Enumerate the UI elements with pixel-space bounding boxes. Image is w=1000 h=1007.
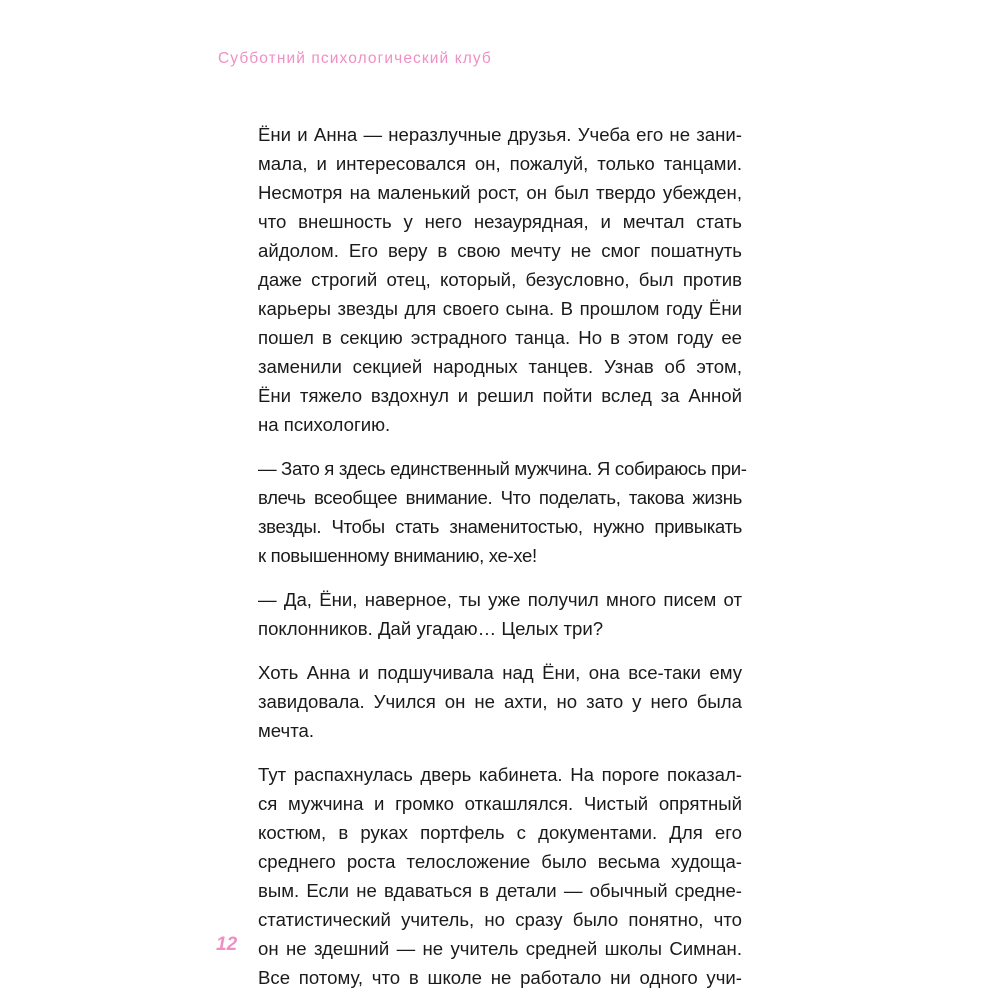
text-line: Все потому, что в школе не работало ни одного учи- [258, 967, 742, 988]
text-line: к повышенному вниманию, хе-хе! [258, 545, 537, 566]
paragraph-1 [258, 120, 742, 439]
text-line: карьеры звезды для своего сына. В прошлом году Ёни [258, 298, 742, 319]
running-head: Субботний психологический клуб [218, 50, 492, 67]
paragraph-3 [258, 585, 742, 643]
text-line: он не здешний — не учитель средней школы Симнан. [258, 938, 742, 959]
text-line: пошел в секцию эстрадного танца. Но в этом году ее [258, 327, 742, 348]
text-line: мечта. [258, 720, 315, 741]
text-line: айдолом. Его веру в свою мечту не смог пошатнуть [258, 240, 742, 261]
paragraph-5 [258, 760, 742, 992]
text-line: звезды. Чтобы стать знаменитостью, нужно привыкать [258, 516, 742, 537]
text-line: — Да, Ёни, наверное, ты уже получил много писем от [258, 589, 742, 610]
text-line: статистический учитель, но сразу было понятно, что [258, 909, 742, 930]
text-line: заменили секцией народных танцев. Узнав об этом, [258, 356, 742, 377]
text-line: — Зато я здесь единственный мужчина. Я собираюсь при- [258, 458, 747, 479]
text-line: поклонников. Дай угадаю… Целых три? [258, 618, 604, 639]
text-line: мала, и интересовался он, пожалуй, только танцами. [258, 153, 742, 174]
text-line: даже строгий отец, который, безусловно, был против [258, 269, 742, 290]
text-line: влечь всеобщее внимание. Что поделать, такова жизнь [258, 487, 742, 508]
text-line: Ёни и Анна — неразлучные друзья. Учеба его не зани- [258, 124, 742, 145]
page-number: 12 [216, 934, 238, 955]
text-line: на психологию. [258, 414, 391, 435]
body-text [258, 120, 747, 1007]
text-line: завидовала. Учился он не ахти, но зато у него была [258, 691, 742, 712]
paragraph-2 [258, 454, 747, 570]
text-line: вым. Если не вдаваться в детали — обычный средне- [258, 880, 742, 901]
text-line: ся мужчина и громко откашлялся. Чистый опрятный [258, 793, 742, 814]
text-line: Ёни тяжело вздохнул и решил пойти вслед за Анной [258, 385, 742, 406]
text-line: костюм, в руках портфель с документами. Для его [258, 822, 742, 843]
text-line: Хоть Анна и подшучивала над Ёни, она все-таки ему [258, 662, 742, 683]
paragraph-4 [258, 658, 742, 745]
text-line: Тут распахнулась дверь кабинета. На пороге показал- [258, 764, 742, 785]
text-line: Несмотря на маленький рост, он был твердо убежден, [258, 182, 742, 203]
text-line: что внешность у него незаурядная, и мечтал стать [258, 211, 742, 232]
text-line: среднего роста телосложение было весьма худоща- [258, 851, 742, 872]
